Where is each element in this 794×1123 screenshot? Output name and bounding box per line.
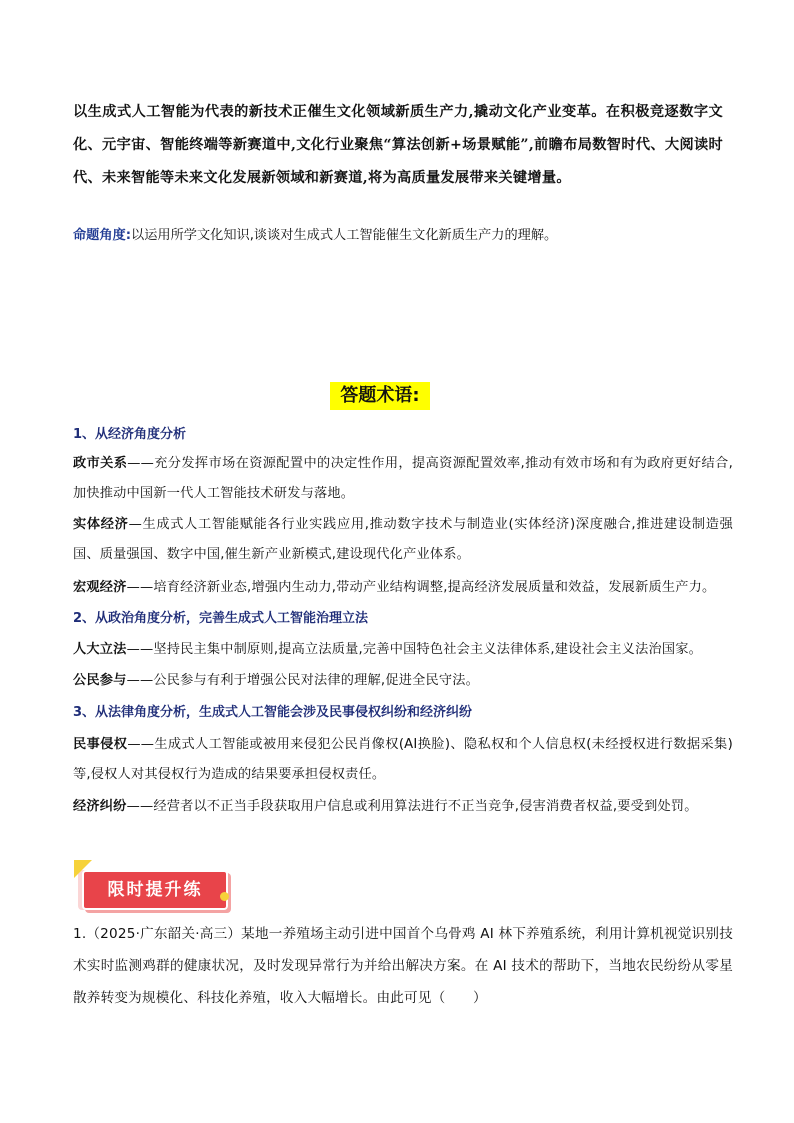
term-text: —生成式人工智能赋能各行业实践应用,推动数字技术与制造业(实体经济)深度融合,推进建设制造强国、质量强国、数字中国,催生新产业新模式,建设现代化产业体系。 (73, 517, 733, 562)
term-paragraph (73, 510, 733, 570)
term-key: 经济纠纷 (73, 799, 127, 814)
section-heading-law: 3、从法律角度分析，生成式人工智能会涉及民事侵权纠纷和经济纠纷 (73, 705, 473, 720)
section-heading-politics: 2、从政治角度分析，完善生成式人工智能治理立法 (73, 611, 369, 626)
term-text: ——培育经济新业态,增强内生动力,带动产业结构调整,提高经济发展质量和效益，发展新质生产力。 (126, 580, 716, 595)
term-paragraph (73, 573, 733, 603)
term-text: ——经营者以不正当手段获取用户信息或利用算法进行不正当竞争,侵害消费者权益,要受到处罚。 (126, 799, 698, 814)
banner-dot-decoration (220, 892, 229, 901)
question-1: 1.（2025·广东韶关·高三）某地一养殖场主动引进中国首个乌骨鸡 AI 林下养殖系统，利用计算机视觉识别技术实时监测鸡群的健康状况，及时发现异常行为并给出解决方案。在 AI 技术的帮助下，当地农民纷纷从零星散养转变为规模化、科技化养殖，收入大幅增长。由此可见（ ） (73, 926, 733, 1006)
practice-banner (70, 858, 230, 914)
proposition-angle (73, 224, 733, 248)
proposition-angle-text: 以运用所学文化知识,谈谈对生成式人工智能催生文化新质生产力的理解。 (131, 228, 558, 243)
section-heading-economy: 1、从经济角度分析 (73, 427, 187, 442)
term-key: 人大立法 (73, 642, 127, 657)
banner-label: 限时提升练 (82, 870, 228, 910)
term-key: 实体经济 (73, 517, 129, 532)
term-text: ——充分发挥市场在资源配置中的决定性作用，提高资源配置效率,推动有效市场和有为政府更好结合,加快推动中国新一代人工智能技术研发与落地。 (73, 456, 733, 501)
term-paragraph (73, 449, 733, 509)
answer-terms-title: 答题术语: (330, 382, 430, 410)
term-key: 宏观经济 (73, 580, 127, 595)
term-text: ——坚持民主集中制原则,提高立法质量,完善中国特色社会主义法律体系,建设社会主义法治国家。 (126, 642, 703, 657)
term-paragraph (73, 635, 733, 665)
term-paragraph (73, 666, 733, 696)
intro-paragraph: 以生成式人工智能为代表的新技术正催生文化领域新质生产力,撬动文化产业变革。在积极竞逐数字文化、元宇宙、智能终端等新赛道中,文化行业聚焦“算法创新+场景赋能”,前瞻布局数智时代、大阅读时代、未来智能等未来文化发展新领域和新赛道,将为高质量发展带来关键增量。 (73, 104, 723, 186)
term-key: 民事侵权 (73, 737, 128, 752)
term-paragraph (73, 792, 733, 822)
term-key: 公民参与 (73, 673, 127, 688)
term-key: 政市关系 (73, 456, 128, 471)
term-text: ——生成式人工智能或被用来侵犯公民肖像权(AI换脸)、隐私权和个人信息权(未经授权进行数据采集)等,侵权人对其侵权行为造成的结果要承担侵权责任。 (73, 737, 733, 782)
proposition-angle-label: 命题角度: (73, 228, 132, 243)
term-paragraph (73, 730, 733, 790)
term-text: ——公民参与有利于增强公民对法律的理解,促进全民守法。 (126, 673, 480, 688)
